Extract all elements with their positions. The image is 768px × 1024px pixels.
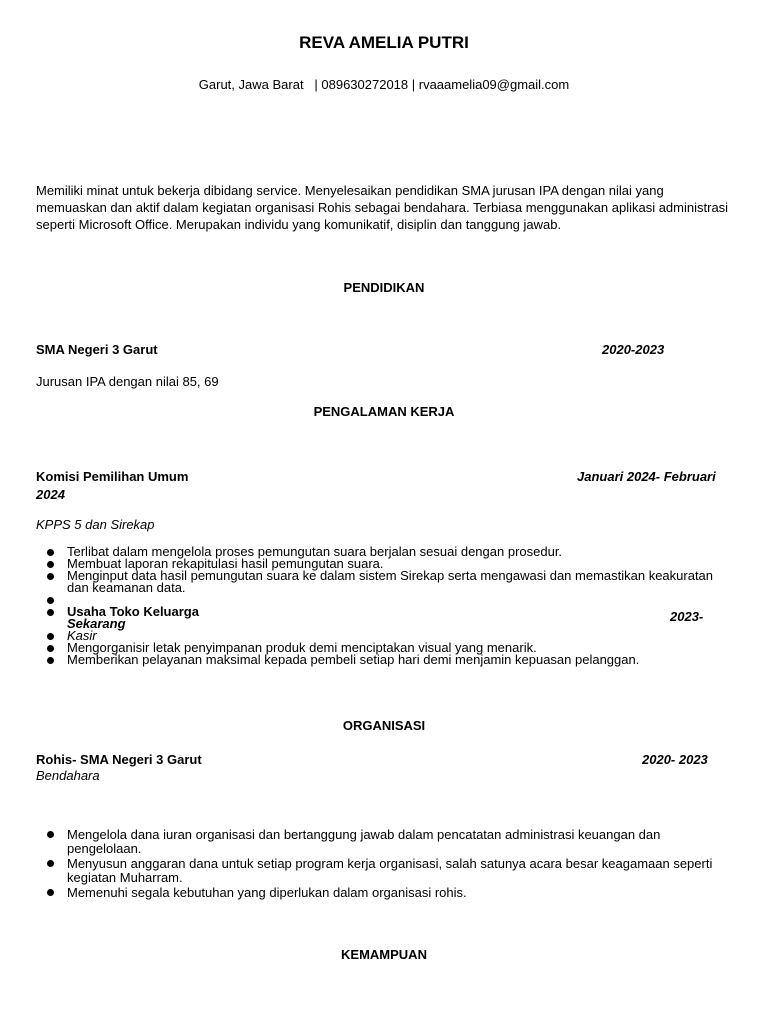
profile-summary: Memiliki minat untuk bekerja dibidang service. Menyelesaikan pendidikan SMA jurusan IPA dengan nilai yang memuaskan dan aktif dalam kegiatan organisasi Rohis sebagai bendahara. Terbiasa menggunakan aplikasi administrasi seperti Microsoft Office. Merupakan individu yang komunikatif, disiplin dan tanggung jawab. [36, 183, 729, 232]
job1-duties-list [44, 546, 724, 666]
list-item: Mengorganisir letak penyimpanan produk demi menciptakan visual yang menarik. [44, 642, 724, 654]
list-item: Membuat laporan rekapitulasi hasil pemungutan suara. [44, 558, 724, 570]
job2-role: Kasir [67, 628, 97, 643]
bullet-icon [47, 657, 54, 664]
organization-name: Rohis- SMA Negeri 3 Garut [36, 752, 202, 767]
job2-period-continued-row [44, 618, 724, 630]
section-heading-organization: ORGANISASI [342, 718, 426, 733]
list-item: Memberikan pelayanan maksimal kepada pembeli setiap hari demi menjamin kepuasan pelanggan. [44, 654, 724, 666]
bullet-icon [47, 549, 54, 556]
bullet-icon [47, 889, 54, 896]
education-school: SMA Negeri 3 Garut [36, 342, 158, 357]
job2-organization: Usaha Toko Keluarga [67, 604, 199, 619]
list-item: Menginput data hasil pemungutan suara ke dalam sistem Sirekap serta mengawasi dan memastikan keakuratan dan keamanan data. [44, 570, 724, 594]
job1-period-continued: 2024 [36, 487, 65, 502]
job2-period: 2023- [670, 609, 704, 624]
bullet-icon [47, 597, 54, 604]
education-years: 2020-2023 [602, 342, 665, 357]
bullet-icon [47, 573, 54, 580]
bullet-icon [47, 609, 54, 616]
section-heading-experience: PENGALAMAN KERJA [313, 404, 455, 419]
resume-name: REVA AMELIA PUTRI [299, 33, 469, 52]
bullet-icon [47, 645, 54, 652]
organization-role: Bendahara [36, 768, 100, 783]
bullet-icon [47, 831, 54, 838]
section-heading-skills: KEMAMPUAN [341, 947, 427, 962]
education-detail: Jurusan IPA dengan nilai 85, 69 [36, 374, 219, 389]
list-item: Menyusun anggaran dana untuk setiap program kerja organisasi, salah satunya acara besar keagamaan seperti kegiatan Muharram. [44, 857, 724, 885]
list-item: Memenuhi segala kebutuhan yang diperlukan dalam organisasi rohis. [44, 886, 724, 900]
list-item: Mengelola dana iuran organisasi dan bertanggung jawab dalam pencatatan administrasi keuangan dan pengelolaan. [44, 828, 724, 856]
job2-header [44, 606, 724, 618]
organization-years: 2020- 2023 [642, 752, 708, 767]
job1-organization: Komisi Pemilihan Umum [36, 469, 189, 484]
contact-info: Garut, Jawa Barat | 089630272018 | rvaaamelia09@gmail.com [198, 77, 570, 92]
bullet-icon [47, 860, 54, 867]
bullet-icon [47, 561, 54, 568]
job1-period: Januari 2024- Februari [577, 469, 716, 484]
list-item: Terlibat dalam mengelola proses pemungutan suara berjalan sesuai dengan prosedur. [44, 546, 724, 558]
organization-duties-list [44, 828, 724, 901]
section-heading-education: PENDIDIKAN [343, 280, 425, 295]
job1-role: KPPS 5 dan Sirekap [36, 517, 155, 532]
job2-period-continued: Sekarang [67, 616, 126, 631]
bullet-icon [47, 633, 54, 640]
